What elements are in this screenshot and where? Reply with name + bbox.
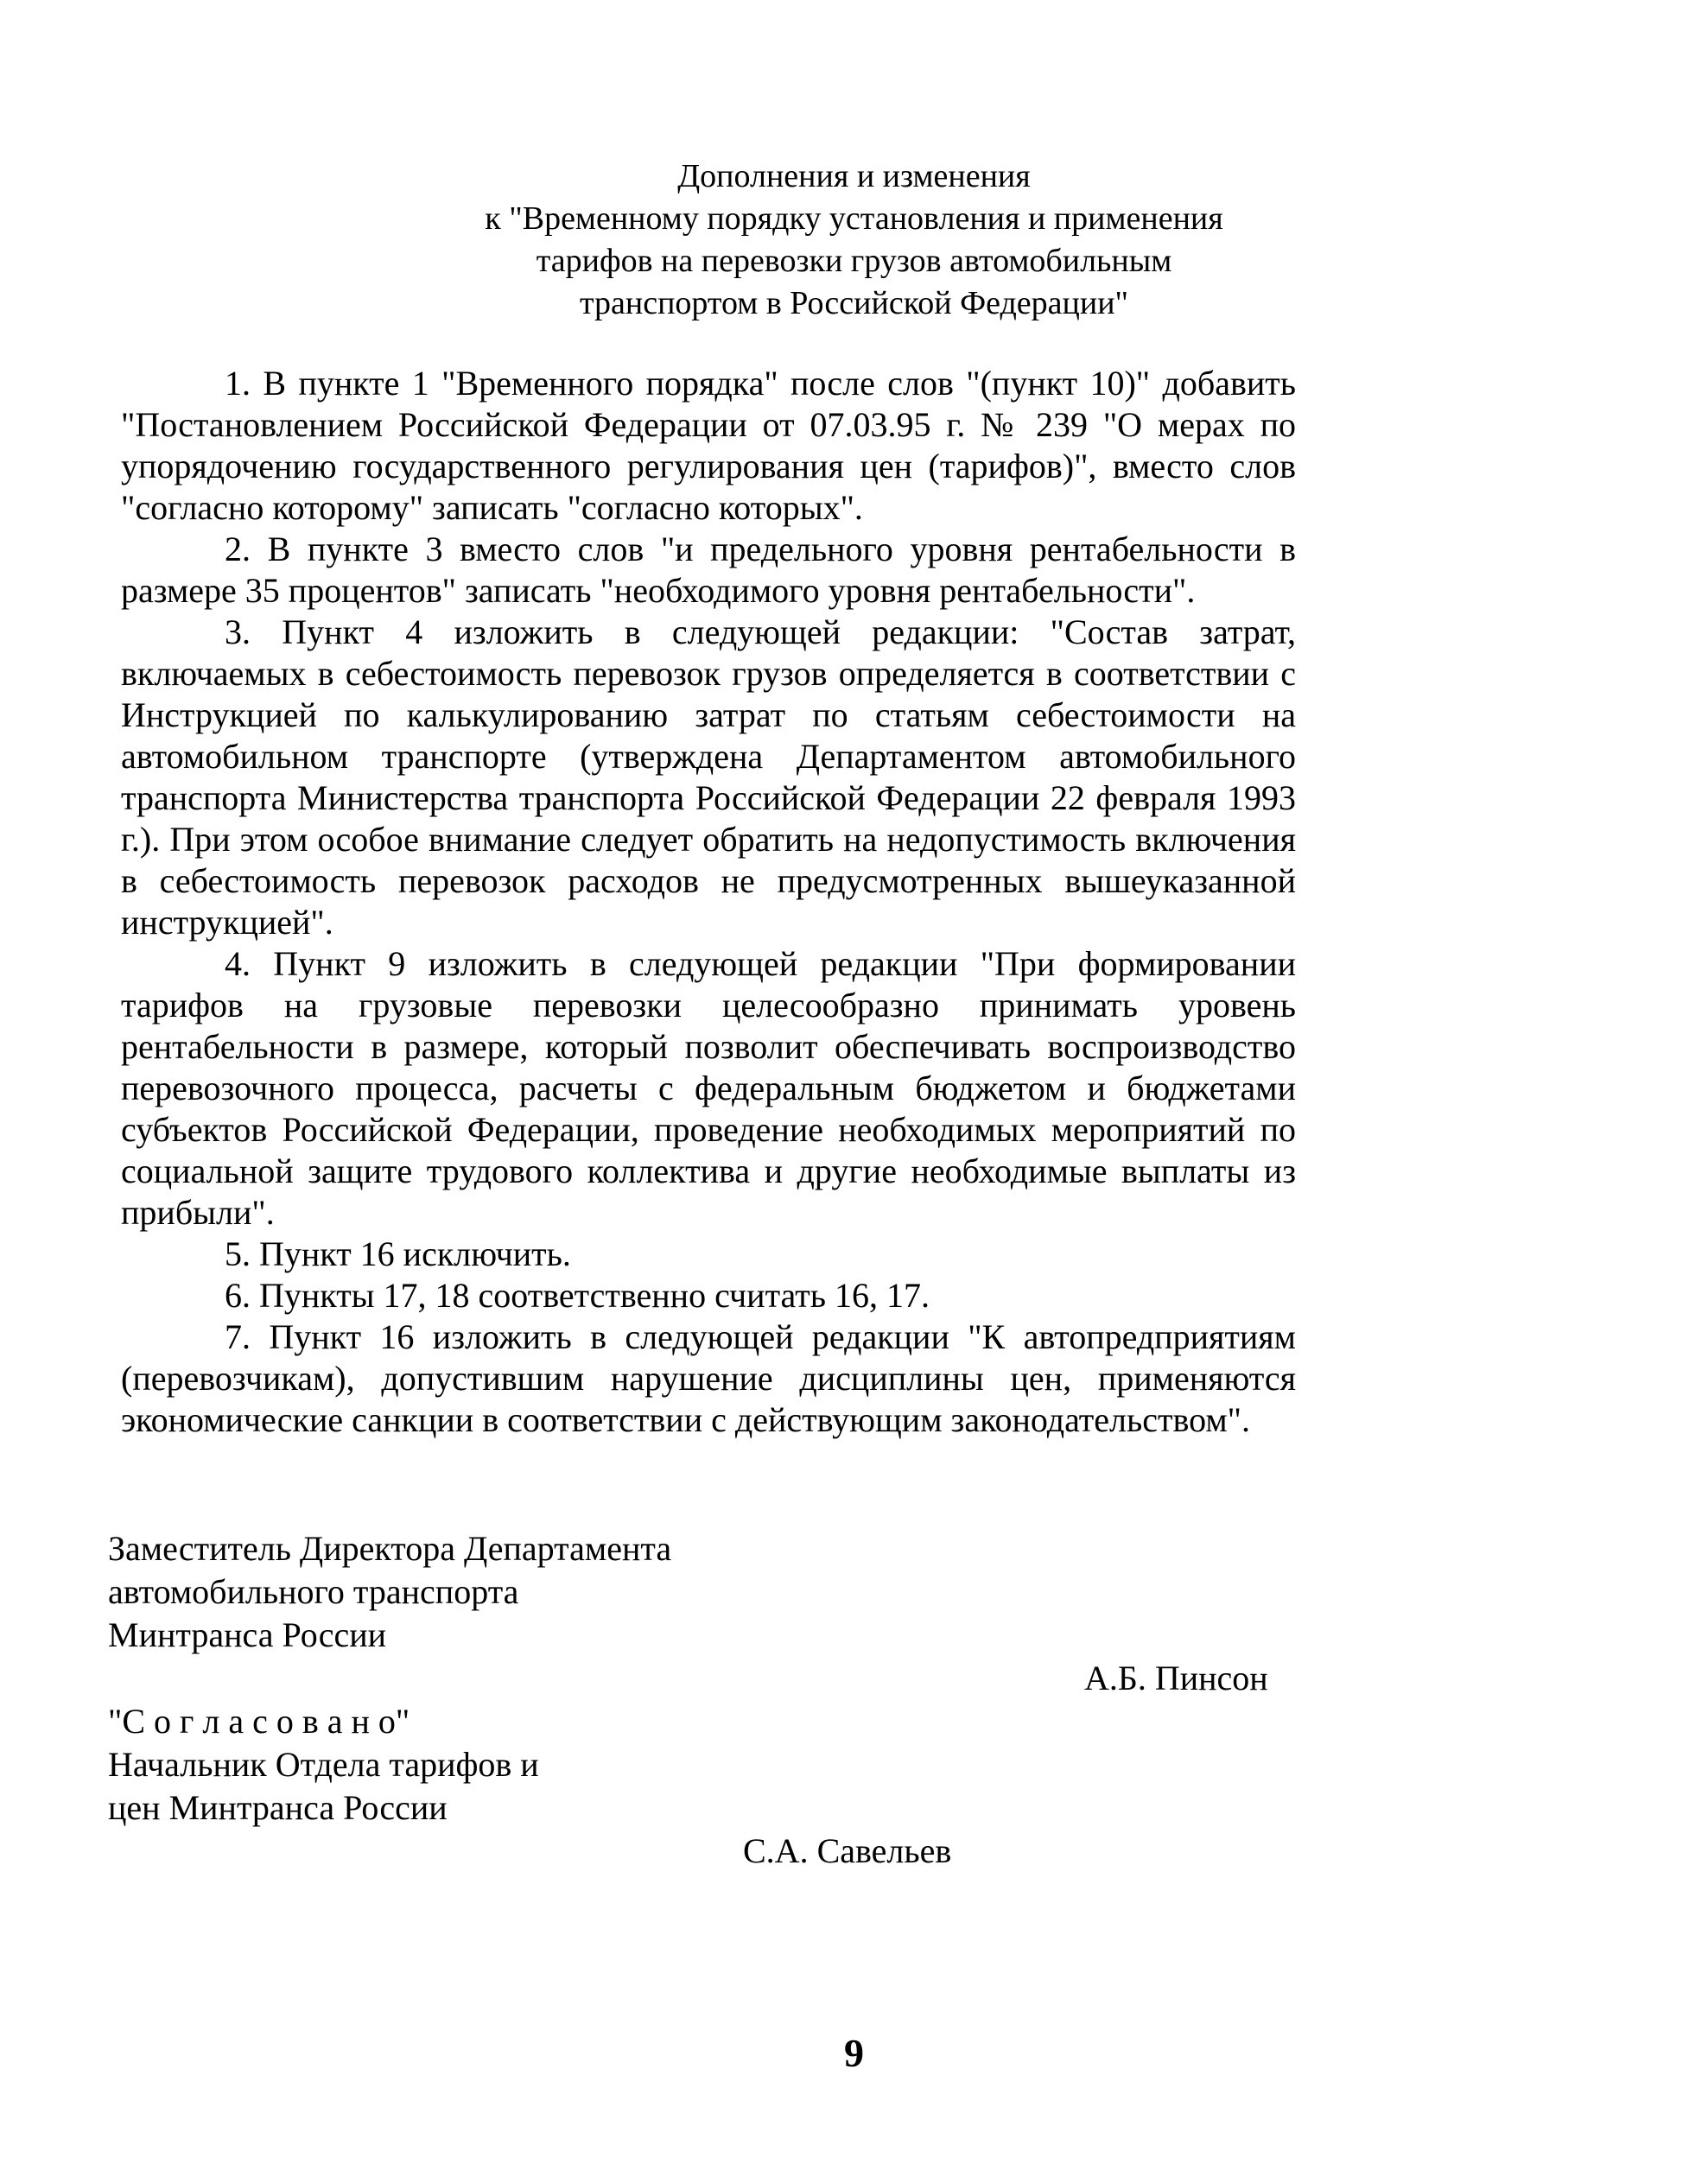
approval-block <box>108 1700 539 1830</box>
paragraph-1: 1. В пункте 1 "Временного порядка" после слов "(пункт 10)" добавить "Постановлением Российской Федерации от 07.03.95 г. № 239 "О мерах по упорядочению государственного регулирования цен (тарифов)", вместо слов "согласно которому" записать "согласно которых". <box>121 364 1296 527</box>
signatory-position <box>108 1527 671 1657</box>
signatory-name: А.Б. Пинсон <box>1084 1659 1268 1697</box>
paragraph-2: 2. В пункте 3 вместо слов "и предельного уровня рентабельности в размере 35 процентов" записать "необходимого уровня рентабельности". <box>121 530 1296 610</box>
title-line: транспортом в Российской Федерации" <box>579 285 1129 321</box>
signatory-position-line: автомобильного транспорта <box>108 1572 519 1611</box>
title-line: к "Временному порядку установления и применения <box>485 200 1223 237</box>
approval-line: "С о г л а с о в а н о" <box>108 1702 410 1741</box>
approval-line: Начальник Отдела тарифов и <box>108 1745 539 1784</box>
approver-name: С.А. Савельев <box>743 1831 952 1870</box>
signatory-position-line: Заместитель Директора Департамента <box>108 1529 672 1568</box>
paragraph-5: 5. Пункт 16 исключить. <box>225 1234 571 1273</box>
title-line: тарифов на перевозки грузов автомобильным <box>536 243 1172 279</box>
paragraph-4: 4. Пункт 9 изложить в следующей редакции "При формировании тарифов на грузовые перевозки целесообразно принимать уровень рентабельности в размере, который позволит обеспечивать воспроизводство перевозочного процесса, расчеты с федеральным бюджетом и бюджетами субъектов Российской Федерации, проведение необходимых мероприятий по социальной защите трудового коллектива и другие необходимые выплаты из прибыли". <box>121 944 1296 1232</box>
paragraph-7: 7. Пункт 16 изложить в следующей редакции "К автопредприятиям (перевозчикам), допустившим нарушение дисциплины цен, применяются экономические санкции в соответствии с действующим законодательством". <box>121 1317 1296 1439</box>
page-number: 9 <box>844 2031 864 2075</box>
title-line: Дополнения и изменения <box>677 158 1031 194</box>
signatory-position-line: Минтранса России <box>108 1615 387 1654</box>
document-title <box>0 155 1708 325</box>
document-body <box>121 363 1296 1441</box>
paragraph-6: 6. Пункты 17, 18 соответственно считать 16, 17. <box>225 1276 930 1315</box>
paragraph-3: 3. Пункт 4 изложить в следующей редакции: "Состав затрат, включаемых в себестоимость перевозок грузов определяется в соответствии с Инструкцией по калькулированию затрат по статьям себестоимости на автомобильном транспорте (утверждена Департаментом автомобильного транспорта Министерства транспорта Российской Федерации 22 февраля 1993 г.). При этом особое внимание следует обратить на недопустимость включения в себестоимость перевозок расходов не предусмотренных вышеуказанной инструкцией". <box>121 612 1296 942</box>
approval-line: цен Минтранса России <box>108 1788 448 1827</box>
